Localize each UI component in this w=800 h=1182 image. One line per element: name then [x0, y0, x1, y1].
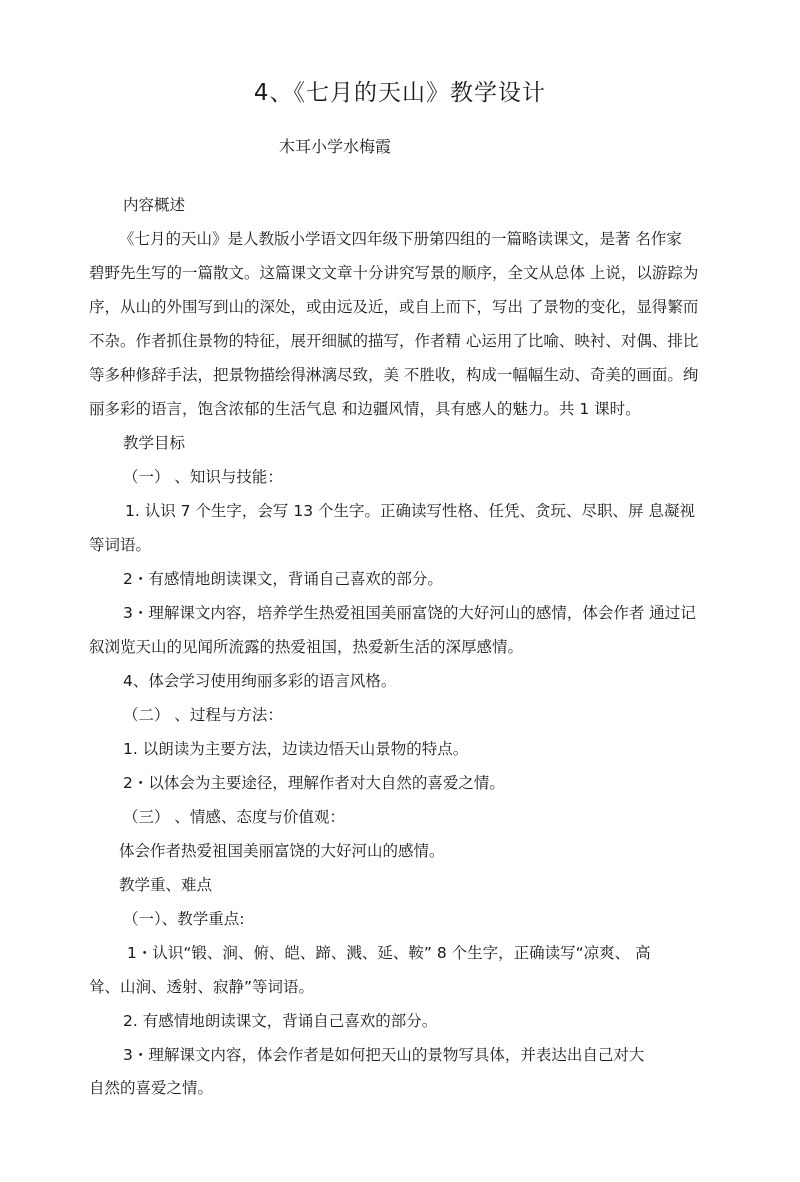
- list-item: 1・认识“锻、涧、俯、皑、蹄、溅、延、鞍” 8 个生字，正确读写“凉爽、 高: [127, 944, 651, 962]
- list-item: 1. 以朗读为主要方法，边读边悟天山景物的特点。: [123, 740, 469, 758]
- paragraph-line: 丽多彩的语言，饱含浓郁的生活气息 和边疆风情，具有感人的魅力。共 1 课时。: [89, 400, 641, 418]
- list-item-continuation: 等词语。: [89, 536, 152, 554]
- list-item: 2・以体会为主要途径，理解作者对大自然的喜爱之情。: [123, 774, 505, 792]
- section-heading-keypoints: 教学重、难点: [119, 876, 213, 894]
- section-heading-overview: 内容概述: [123, 196, 186, 214]
- list-item-continuation: 耸、山涧、透射、寂静”等词语。: [89, 978, 315, 996]
- list-item: 4、体会学习使用绚丽多彩的语言风格。: [123, 672, 397, 690]
- paragraph-line: 体会作者热爱祖国美丽富饶的大好河山的感情。: [119, 842, 445, 860]
- subheading-teaching-focus: （一）、教学重点:: [123, 910, 245, 928]
- paragraph-line: 不杂。作者抓住景物的特征，展开细腻的描写，作者精 心运用了比喻、映衬、对偶、排比: [89, 332, 699, 350]
- list-item: 3・理解课文内容，培养学生热爱祖国美丽富饶的大好河山的感情，体会作者 通过记: [123, 604, 696, 622]
- paragraph-line: 碧野先生写的一篇散文。这篇课文文章十分讲究写景的顺序，全文从总体 上说，以游踪为: [89, 264, 699, 282]
- subheading-knowledge-skills: （一） 、知识与技能：: [123, 468, 283, 486]
- paragraph-line: 序，从山的外围写到山的深处，或由远及近，或自上而下，写出 了景物的变化，显得繁而: [89, 298, 699, 316]
- paragraph-line: 等多种修辞手法，把景物描绘得淋漓尽致，美 不胜收，构成一幅幅生动、奇美的画面。绚: [89, 366, 699, 384]
- list-item-continuation: 叙浏览天山的见闻所流露的热爱祖国，热爱新生活的深厚感情。: [89, 638, 524, 656]
- list-item: 3・理解课文内容，体会作者是如何把天山的景物写具体，并表达出自己对大: [123, 1046, 645, 1064]
- page-title: 4、《七月的天山》教学设计: [253, 80, 547, 106]
- list-item: 2. 有感情地朗读课文，背诵自己喜欢的部分。: [123, 1012, 438, 1030]
- list-item: 1. 认识 7 个生字，会写 13 个生字。正确读写性格、任凭、贪玩、尽职、屏 息凝视: [125, 502, 695, 520]
- section-heading-goals: 教学目标: [123, 434, 186, 452]
- author-line: 木耳小学水梅霞: [279, 137, 392, 156]
- subheading-emotion-values: （三） 、情感、态度与价值观：: [123, 808, 345, 826]
- list-item-continuation: 自然的喜爱之情。: [89, 1079, 214, 1097]
- list-item: 2・有感情地朗读课文，背诵自己喜欢的部分。: [123, 570, 443, 588]
- paragraph-line: 《七月的天山》是人教版小学语文四年级下册第四组的一篇略读课文，是著 名作家: [119, 230, 682, 248]
- subheading-process-methods: （二） 、过程与方法：: [123, 706, 283, 724]
